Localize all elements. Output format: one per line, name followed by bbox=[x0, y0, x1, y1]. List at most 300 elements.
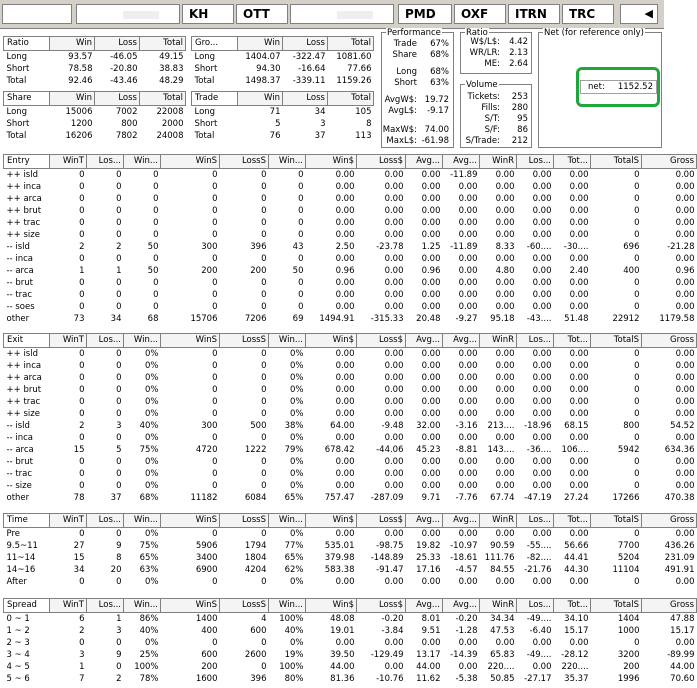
column-header[interactable]: Tot... bbox=[554, 514, 591, 528]
table-cell: 56.66 bbox=[564, 541, 589, 551]
table-cell: 436.26 bbox=[664, 541, 695, 551]
table-row bbox=[4, 552, 697, 564]
table-row bbox=[4, 540, 697, 552]
volume-item-label: Fills: bbox=[481, 103, 500, 113]
table-cell: 0% bbox=[145, 373, 159, 383]
symbol-tab-kh[interactable] bbox=[182, 4, 234, 24]
table-cell: 0.00 bbox=[421, 230, 441, 240]
table-cell: 47.88 bbox=[670, 614, 695, 624]
table-cell: 49.15 bbox=[159, 52, 184, 62]
table-row bbox=[4, 265, 697, 277]
symbol-tab-trc[interactable] bbox=[562, 4, 614, 24]
column-header[interactable]: Avg... bbox=[406, 155, 443, 169]
gross-header-1[interactable]: Win bbox=[238, 37, 283, 51]
column-header[interactable]: Exit bbox=[4, 334, 50, 348]
table-row bbox=[4, 301, 697, 313]
symbol-tab-2[interactable] bbox=[76, 4, 180, 24]
table-cell: -- brut bbox=[6, 457, 33, 467]
column-header[interactable]: Avg... bbox=[406, 514, 443, 528]
table-cell: 0 bbox=[261, 662, 267, 672]
column-header[interactable]: Avg... bbox=[443, 334, 480, 348]
table-cell: Long bbox=[194, 107, 216, 117]
table-cell: 1498.37 bbox=[245, 76, 281, 86]
table-cell: 105 bbox=[355, 107, 372, 117]
table-cell: 0 bbox=[212, 206, 218, 216]
table-cell: 11104 bbox=[612, 565, 640, 575]
table-cell: 40% bbox=[284, 626, 304, 636]
column-header[interactable]: Avg... bbox=[406, 599, 443, 613]
table-row bbox=[4, 661, 697, 673]
ratio-header-0[interactable]: Ratio bbox=[4, 37, 50, 51]
table-cell: 5 ~ 6 bbox=[6, 674, 30, 684]
table-cell: 44.00 bbox=[330, 662, 355, 672]
table-cell: 0 bbox=[116, 290, 122, 300]
table-cell: 0% bbox=[145, 469, 159, 479]
table-cell: 0 bbox=[634, 170, 640, 180]
table-cell: 0 bbox=[116, 206, 122, 216]
column-header[interactable]: WinR bbox=[480, 334, 517, 348]
ratio_box-item-label: WR/LR: bbox=[469, 48, 500, 58]
table-cell: -46.05 bbox=[110, 52, 138, 62]
table-cell: 9 bbox=[116, 650, 122, 660]
table-cell: 106.... bbox=[561, 445, 589, 455]
column-header[interactable]: Los... bbox=[517, 599, 554, 613]
table-cell: 73 bbox=[73, 314, 85, 324]
table-cell: 0.00 bbox=[335, 529, 355, 539]
table-cell: 0.00 bbox=[335, 194, 355, 204]
symbol-tab-5[interactable] bbox=[290, 4, 394, 24]
table-cell: 400 bbox=[201, 626, 218, 636]
table-cell: 0 bbox=[212, 194, 218, 204]
table-cell: 0.00 bbox=[495, 481, 515, 491]
table-cell: 0 bbox=[116, 182, 122, 192]
volume-item-label: S/Trade: bbox=[465, 136, 500, 146]
column-header[interactable]: TotalS bbox=[591, 514, 642, 528]
column-header[interactable]: Loss$ bbox=[357, 514, 406, 528]
column-header[interactable]: Win$ bbox=[306, 514, 357, 528]
column-header[interactable]: LossS bbox=[220, 599, 269, 613]
table-cell: 0.00 bbox=[458, 457, 478, 467]
table-cell: 0 bbox=[116, 638, 122, 648]
table-cell: 0.00 bbox=[495, 409, 515, 419]
table-cell: 0.00 bbox=[532, 409, 552, 419]
table-cell: ++ size bbox=[6, 409, 40, 419]
table-cell: 2000 bbox=[161, 119, 184, 129]
ratio-header-2[interactable]: Loss bbox=[95, 37, 140, 51]
table-cell: -6.40 bbox=[529, 626, 552, 636]
table-cell: 3 bbox=[116, 421, 122, 431]
table-row bbox=[192, 106, 374, 119]
performance-item-value: -61.98 bbox=[421, 136, 449, 146]
table-cell: 1222 bbox=[244, 445, 267, 455]
column-header[interactable]: Tot... bbox=[554, 599, 591, 613]
table-cell: 100% bbox=[134, 662, 159, 672]
performance-item-label: Long bbox=[396, 67, 417, 77]
table-cell: 0.00 bbox=[532, 385, 552, 395]
performance-item-value: -9.17 bbox=[427, 106, 449, 116]
column-header[interactable]: WinT bbox=[50, 599, 87, 613]
table-cell: 63% bbox=[139, 565, 159, 575]
column-header[interactable]: Avg... bbox=[443, 155, 480, 169]
column-header[interactable]: WinR bbox=[480, 599, 517, 613]
tab-scroll-left-icon[interactable] bbox=[620, 4, 658, 24]
table-cell: 0 bbox=[79, 433, 85, 443]
column-header[interactable]: Tot... bbox=[554, 155, 591, 169]
table-cell: 470.38 bbox=[664, 493, 695, 503]
trade-header-2[interactable]: Loss bbox=[283, 92, 328, 106]
column-header[interactable]: Gross bbox=[642, 514, 697, 528]
table-cell: 50.85 bbox=[490, 674, 515, 684]
table-cell: 220.... bbox=[561, 662, 589, 672]
column-header[interactable]: Avg... bbox=[443, 514, 480, 528]
trade-header-1[interactable]: Win bbox=[238, 92, 283, 106]
performance-item-label: MaxL$: bbox=[386, 136, 417, 146]
table-cell: 77% bbox=[284, 541, 304, 551]
table-cell: 757.47 bbox=[324, 493, 355, 503]
trade-header-3[interactable]: Total bbox=[328, 92, 374, 106]
table-cell: 0% bbox=[145, 397, 159, 407]
table-cell: 0 bbox=[634, 409, 640, 419]
table-cell: 200 bbox=[623, 662, 640, 672]
table-cell: 0 bbox=[153, 206, 159, 216]
redacted-text bbox=[337, 11, 373, 19]
share-header-3[interactable]: Total bbox=[140, 92, 186, 106]
table-cell: 0.00 bbox=[532, 266, 552, 276]
table-cell: 80% bbox=[284, 674, 304, 684]
table-cell: 0 bbox=[261, 529, 267, 539]
table-cell: 0.00 bbox=[335, 373, 355, 383]
table-cell: 0% bbox=[290, 385, 304, 395]
table-cell: 77.66 bbox=[347, 64, 372, 74]
table-cell: 9.71 bbox=[421, 493, 441, 503]
column-header[interactable]: WinS bbox=[161, 334, 220, 348]
column-header[interactable]: TotalS bbox=[591, 599, 642, 613]
table-row bbox=[4, 673, 697, 685]
table-cell: 0 bbox=[116, 373, 122, 383]
table-cell: 11.62 bbox=[416, 674, 441, 684]
table-cell: 1179.58 bbox=[659, 314, 695, 324]
table-cell: 1 bbox=[116, 266, 122, 276]
table-cell: 0.00 bbox=[495, 385, 515, 395]
column-header[interactable]: Los... bbox=[87, 155, 124, 169]
table-cell: 0.00 bbox=[675, 409, 695, 419]
table-cell: Short bbox=[6, 64, 30, 74]
table-row bbox=[192, 63, 374, 75]
table-cell: -- trac bbox=[6, 469, 33, 479]
ratio-header-3[interactable]: Total bbox=[140, 37, 186, 51]
table-cell: 0 bbox=[212, 290, 218, 300]
column-header[interactable]: Win$ bbox=[306, 155, 357, 169]
table-cell: 92.46 bbox=[68, 76, 93, 86]
column-header[interactable]: WinR bbox=[480, 155, 517, 169]
table-cell: 20.48 bbox=[416, 314, 441, 324]
trade-header-0[interactable]: Trade bbox=[192, 92, 238, 106]
column-header[interactable]: Los... bbox=[87, 514, 124, 528]
column-header[interactable]: Win$ bbox=[306, 334, 357, 348]
table-row bbox=[4, 253, 697, 265]
table-row bbox=[4, 181, 697, 193]
table-cell: 0.00 bbox=[335, 230, 355, 240]
column-header[interactable]: Los... bbox=[87, 334, 124, 348]
table-cell: 0 bbox=[212, 385, 218, 395]
column-header[interactable]: LossS bbox=[220, 514, 269, 528]
table-cell: 0.00 bbox=[495, 361, 515, 371]
table-cell: -91.47 bbox=[376, 565, 404, 575]
table-cell: 0 bbox=[261, 278, 267, 288]
column-header[interactable]: Win... bbox=[269, 334, 306, 348]
column-header[interactable]: Gross bbox=[642, 599, 697, 613]
table-cell: 0 bbox=[298, 290, 304, 300]
column-header[interactable]: Win... bbox=[124, 599, 161, 613]
table-cell: 0 bbox=[261, 230, 267, 240]
table-cell: 0.00 bbox=[458, 385, 478, 395]
table-cell: 0 bbox=[634, 529, 640, 539]
table-cell: 0 bbox=[634, 206, 640, 216]
spread-stats-table bbox=[3, 598, 697, 685]
column-header[interactable]: Time bbox=[4, 514, 50, 528]
table-cell: 0% bbox=[145, 433, 159, 443]
table-cell: 0 bbox=[212, 361, 218, 371]
table-cell: Total bbox=[194, 76, 215, 86]
symbol-tab-bar bbox=[0, 0, 664, 29]
column-header[interactable]: Spread bbox=[4, 599, 50, 613]
column-header[interactable]: Win... bbox=[124, 155, 161, 169]
column-header[interactable]: Los... bbox=[517, 514, 554, 528]
ratio_box-item-label: W$/L$: bbox=[470, 37, 500, 47]
column-header[interactable]: Win... bbox=[269, 599, 306, 613]
table-cell: 0% bbox=[145, 361, 159, 371]
table-cell: 0.00 bbox=[495, 373, 515, 383]
ratio-header-1[interactable]: Win bbox=[50, 37, 95, 51]
column-header[interactable]: Win... bbox=[124, 334, 161, 348]
volume-item-value: 95 bbox=[517, 114, 528, 124]
table-cell: 0% bbox=[290, 409, 304, 419]
table-cell: 43 bbox=[292, 242, 304, 252]
table-cell: 0.00 bbox=[532, 361, 552, 371]
table-cell: 0 bbox=[212, 349, 218, 359]
table-cell: 1404 bbox=[617, 614, 640, 624]
table-cell: 600 bbox=[250, 626, 267, 636]
table-cell: 5204 bbox=[617, 553, 640, 563]
share-header-2[interactable]: Loss bbox=[95, 92, 140, 106]
table-cell: 0.00 bbox=[458, 373, 478, 383]
column-header[interactable]: WinR bbox=[480, 514, 517, 528]
gross-header-0[interactable]: Gro... bbox=[192, 37, 238, 51]
table-cell: 0.00 bbox=[458, 638, 478, 648]
table-cell: 0 bbox=[634, 254, 640, 264]
symbol-tab-1[interactable] bbox=[2, 4, 72, 24]
table-cell: -44.06 bbox=[376, 445, 404, 455]
gross-header-3[interactable]: Total bbox=[328, 37, 374, 51]
table-cell: -315.33 bbox=[370, 314, 404, 324]
net-value-field bbox=[580, 80, 657, 94]
column-header[interactable]: Loss$ bbox=[357, 599, 406, 613]
table-cell: 0.00 bbox=[675, 170, 695, 180]
table-cell: 0.00 bbox=[384, 457, 404, 467]
table-cell: 0.00 bbox=[675, 638, 695, 648]
table-cell: 0.00 bbox=[675, 194, 695, 204]
table-cell: 0.00 bbox=[384, 529, 404, 539]
table-cell: 0 bbox=[261, 385, 267, 395]
table-cell: -1.28 bbox=[455, 626, 478, 636]
table-cell: 20 bbox=[110, 565, 122, 575]
table-cell: 0.00 bbox=[532, 662, 552, 672]
table-cell: 0% bbox=[290, 373, 304, 383]
table-row bbox=[4, 408, 697, 420]
table-cell: 8 bbox=[116, 553, 122, 563]
column-header[interactable]: TotalS bbox=[591, 334, 642, 348]
table-cell: 0.00 bbox=[532, 182, 552, 192]
table-cell: 0 bbox=[153, 170, 159, 180]
table-cell: 491.91 bbox=[664, 565, 695, 575]
column-header[interactable]: Win... bbox=[124, 514, 161, 528]
column-header[interactable]: Avg... bbox=[443, 599, 480, 613]
table-cell: 0.00 bbox=[421, 638, 441, 648]
column-header[interactable]: WinT bbox=[50, 514, 87, 528]
table-cell: 0 bbox=[153, 302, 159, 312]
volume-item-value: 253 bbox=[511, 92, 528, 102]
table-cell: 2.50 bbox=[335, 242, 355, 252]
table-cell: 0.00 bbox=[421, 302, 441, 312]
table-cell: -0.20 bbox=[381, 614, 404, 624]
table-row bbox=[4, 372, 697, 384]
table-cell: 0 bbox=[79, 302, 85, 312]
table-cell: 0 bbox=[153, 194, 159, 204]
symbol-tab-ott[interactable] bbox=[236, 4, 288, 24]
performance-item-label: Share bbox=[392, 50, 417, 60]
table-cell: 0.00 bbox=[335, 254, 355, 264]
column-header[interactable]: TotalS bbox=[591, 155, 642, 169]
table-cell: 0.00 bbox=[532, 218, 552, 228]
column-header[interactable]: Los... bbox=[87, 599, 124, 613]
column-header[interactable]: Gross bbox=[642, 334, 697, 348]
table-cell: -47.19 bbox=[524, 493, 552, 503]
table-cell: 0.00 bbox=[569, 373, 589, 383]
table-cell: 0 bbox=[634, 638, 640, 648]
table-cell: ++ inca bbox=[6, 361, 42, 371]
table-cell: 32.00 bbox=[416, 421, 441, 431]
table-cell: -20.80 bbox=[110, 64, 138, 74]
table-cell: 0 bbox=[153, 254, 159, 264]
table-cell: 0 bbox=[79, 254, 85, 264]
table-cell: 0.00 bbox=[532, 349, 552, 359]
table-cell: 0.96 bbox=[675, 266, 695, 276]
column-header[interactable]: Loss$ bbox=[357, 334, 406, 348]
table-cell: 48.08 bbox=[330, 614, 355, 624]
column-header[interactable]: Win$ bbox=[306, 599, 357, 613]
table-cell: 81.36 bbox=[330, 674, 355, 684]
table-cell: 0.00 bbox=[421, 529, 441, 539]
table-cell: 44.00 bbox=[670, 662, 695, 672]
table-cell: 0.00 bbox=[458, 206, 478, 216]
table-cell: 0 bbox=[261, 577, 267, 587]
column-header[interactable]: Gross bbox=[642, 155, 697, 169]
table-cell: 0.00 bbox=[495, 469, 515, 479]
table-cell: 0.00 bbox=[675, 481, 695, 491]
table-cell: 0 bbox=[79, 194, 85, 204]
share-header-0[interactable]: Share bbox=[4, 92, 50, 106]
table-cell: 27.24 bbox=[564, 493, 589, 503]
table-cell: Total bbox=[194, 131, 215, 141]
table-cell: 50 bbox=[147, 242, 159, 252]
column-header[interactable]: Los... bbox=[517, 155, 554, 169]
table-cell: 47.53 bbox=[490, 626, 515, 636]
symbol-tab-oxf[interactable] bbox=[454, 4, 506, 24]
table-cell: 0 bbox=[212, 529, 218, 539]
table-cell: 0.00 bbox=[335, 385, 355, 395]
table-cell: 0.00 bbox=[335, 457, 355, 467]
table-cell: 0.00 bbox=[569, 230, 589, 240]
table-cell: 0.00 bbox=[569, 194, 589, 204]
table-cell: 0.00 bbox=[532, 577, 552, 587]
column-header[interactable]: Win... bbox=[269, 514, 306, 528]
table-row bbox=[4, 360, 697, 372]
column-header[interactable]: Loss$ bbox=[357, 155, 406, 169]
column-header[interactable]: Los... bbox=[517, 334, 554, 348]
table-row bbox=[4, 637, 697, 649]
column-header[interactable]: WinS bbox=[161, 599, 220, 613]
table-cell: 0 bbox=[261, 218, 267, 228]
table-cell: -14.39 bbox=[450, 650, 478, 660]
table-cell: 0.00 bbox=[569, 170, 589, 180]
table-cell: 1 ~ 2 bbox=[6, 626, 30, 636]
symbol-tab-pmd[interactable] bbox=[398, 4, 452, 24]
performance-item-value: 68% bbox=[430, 67, 449, 77]
table-cell: 0 bbox=[79, 577, 85, 587]
column-header[interactable]: WinS bbox=[161, 155, 220, 169]
table-cell: 0% bbox=[290, 481, 304, 491]
table-cell: 3200 bbox=[617, 650, 640, 660]
table-cell: 44.41 bbox=[564, 553, 589, 563]
column-header[interactable]: Avg... bbox=[406, 334, 443, 348]
table-cell: 0 bbox=[212, 409, 218, 419]
table-cell: 65.83 bbox=[490, 650, 515, 660]
column-header[interactable]: LossS bbox=[220, 155, 269, 169]
column-header[interactable]: Tot... bbox=[554, 334, 591, 348]
table-row bbox=[4, 420, 697, 432]
table-cell: 62% bbox=[284, 565, 304, 575]
table-cell: 0 bbox=[116, 218, 122, 228]
share-header-1[interactable]: Win bbox=[50, 92, 95, 106]
table-cell: 0.00 bbox=[421, 361, 441, 371]
table-cell: 0.00 bbox=[532, 254, 552, 264]
table-cell: 6084 bbox=[244, 493, 267, 503]
column-header[interactable]: WinS bbox=[161, 514, 220, 528]
column-header[interactable]: Entry bbox=[4, 155, 50, 169]
table-cell: 95.18 bbox=[490, 314, 515, 324]
column-header[interactable]: WinT bbox=[50, 155, 87, 169]
performance-item-label: Trade bbox=[393, 39, 417, 49]
table-row bbox=[4, 277, 697, 289]
table-cell: -18.61 bbox=[450, 553, 478, 563]
table-cell: 0 bbox=[79, 230, 85, 240]
symbol-tab-itrn[interactable] bbox=[508, 4, 560, 24]
table-cell: 15.17 bbox=[670, 626, 695, 636]
table-cell: 0 bbox=[634, 373, 640, 383]
table-cell: 0.00 bbox=[532, 194, 552, 204]
column-header[interactable]: LossS bbox=[220, 334, 269, 348]
column-header[interactable]: Win... bbox=[269, 155, 306, 169]
table-cell: 15706 bbox=[190, 314, 218, 324]
gross-header-2[interactable]: Loss bbox=[283, 37, 328, 51]
table-cell: -43.... bbox=[526, 314, 552, 324]
table-cell: 200 bbox=[250, 266, 267, 276]
table-cell: 0.00 bbox=[335, 290, 355, 300]
table-cell: 0.00 bbox=[421, 397, 441, 407]
table-cell: 0.00 bbox=[335, 361, 355, 371]
table-cell: 4 ~ 5 bbox=[6, 662, 30, 672]
column-header[interactable]: WinT bbox=[50, 334, 87, 348]
